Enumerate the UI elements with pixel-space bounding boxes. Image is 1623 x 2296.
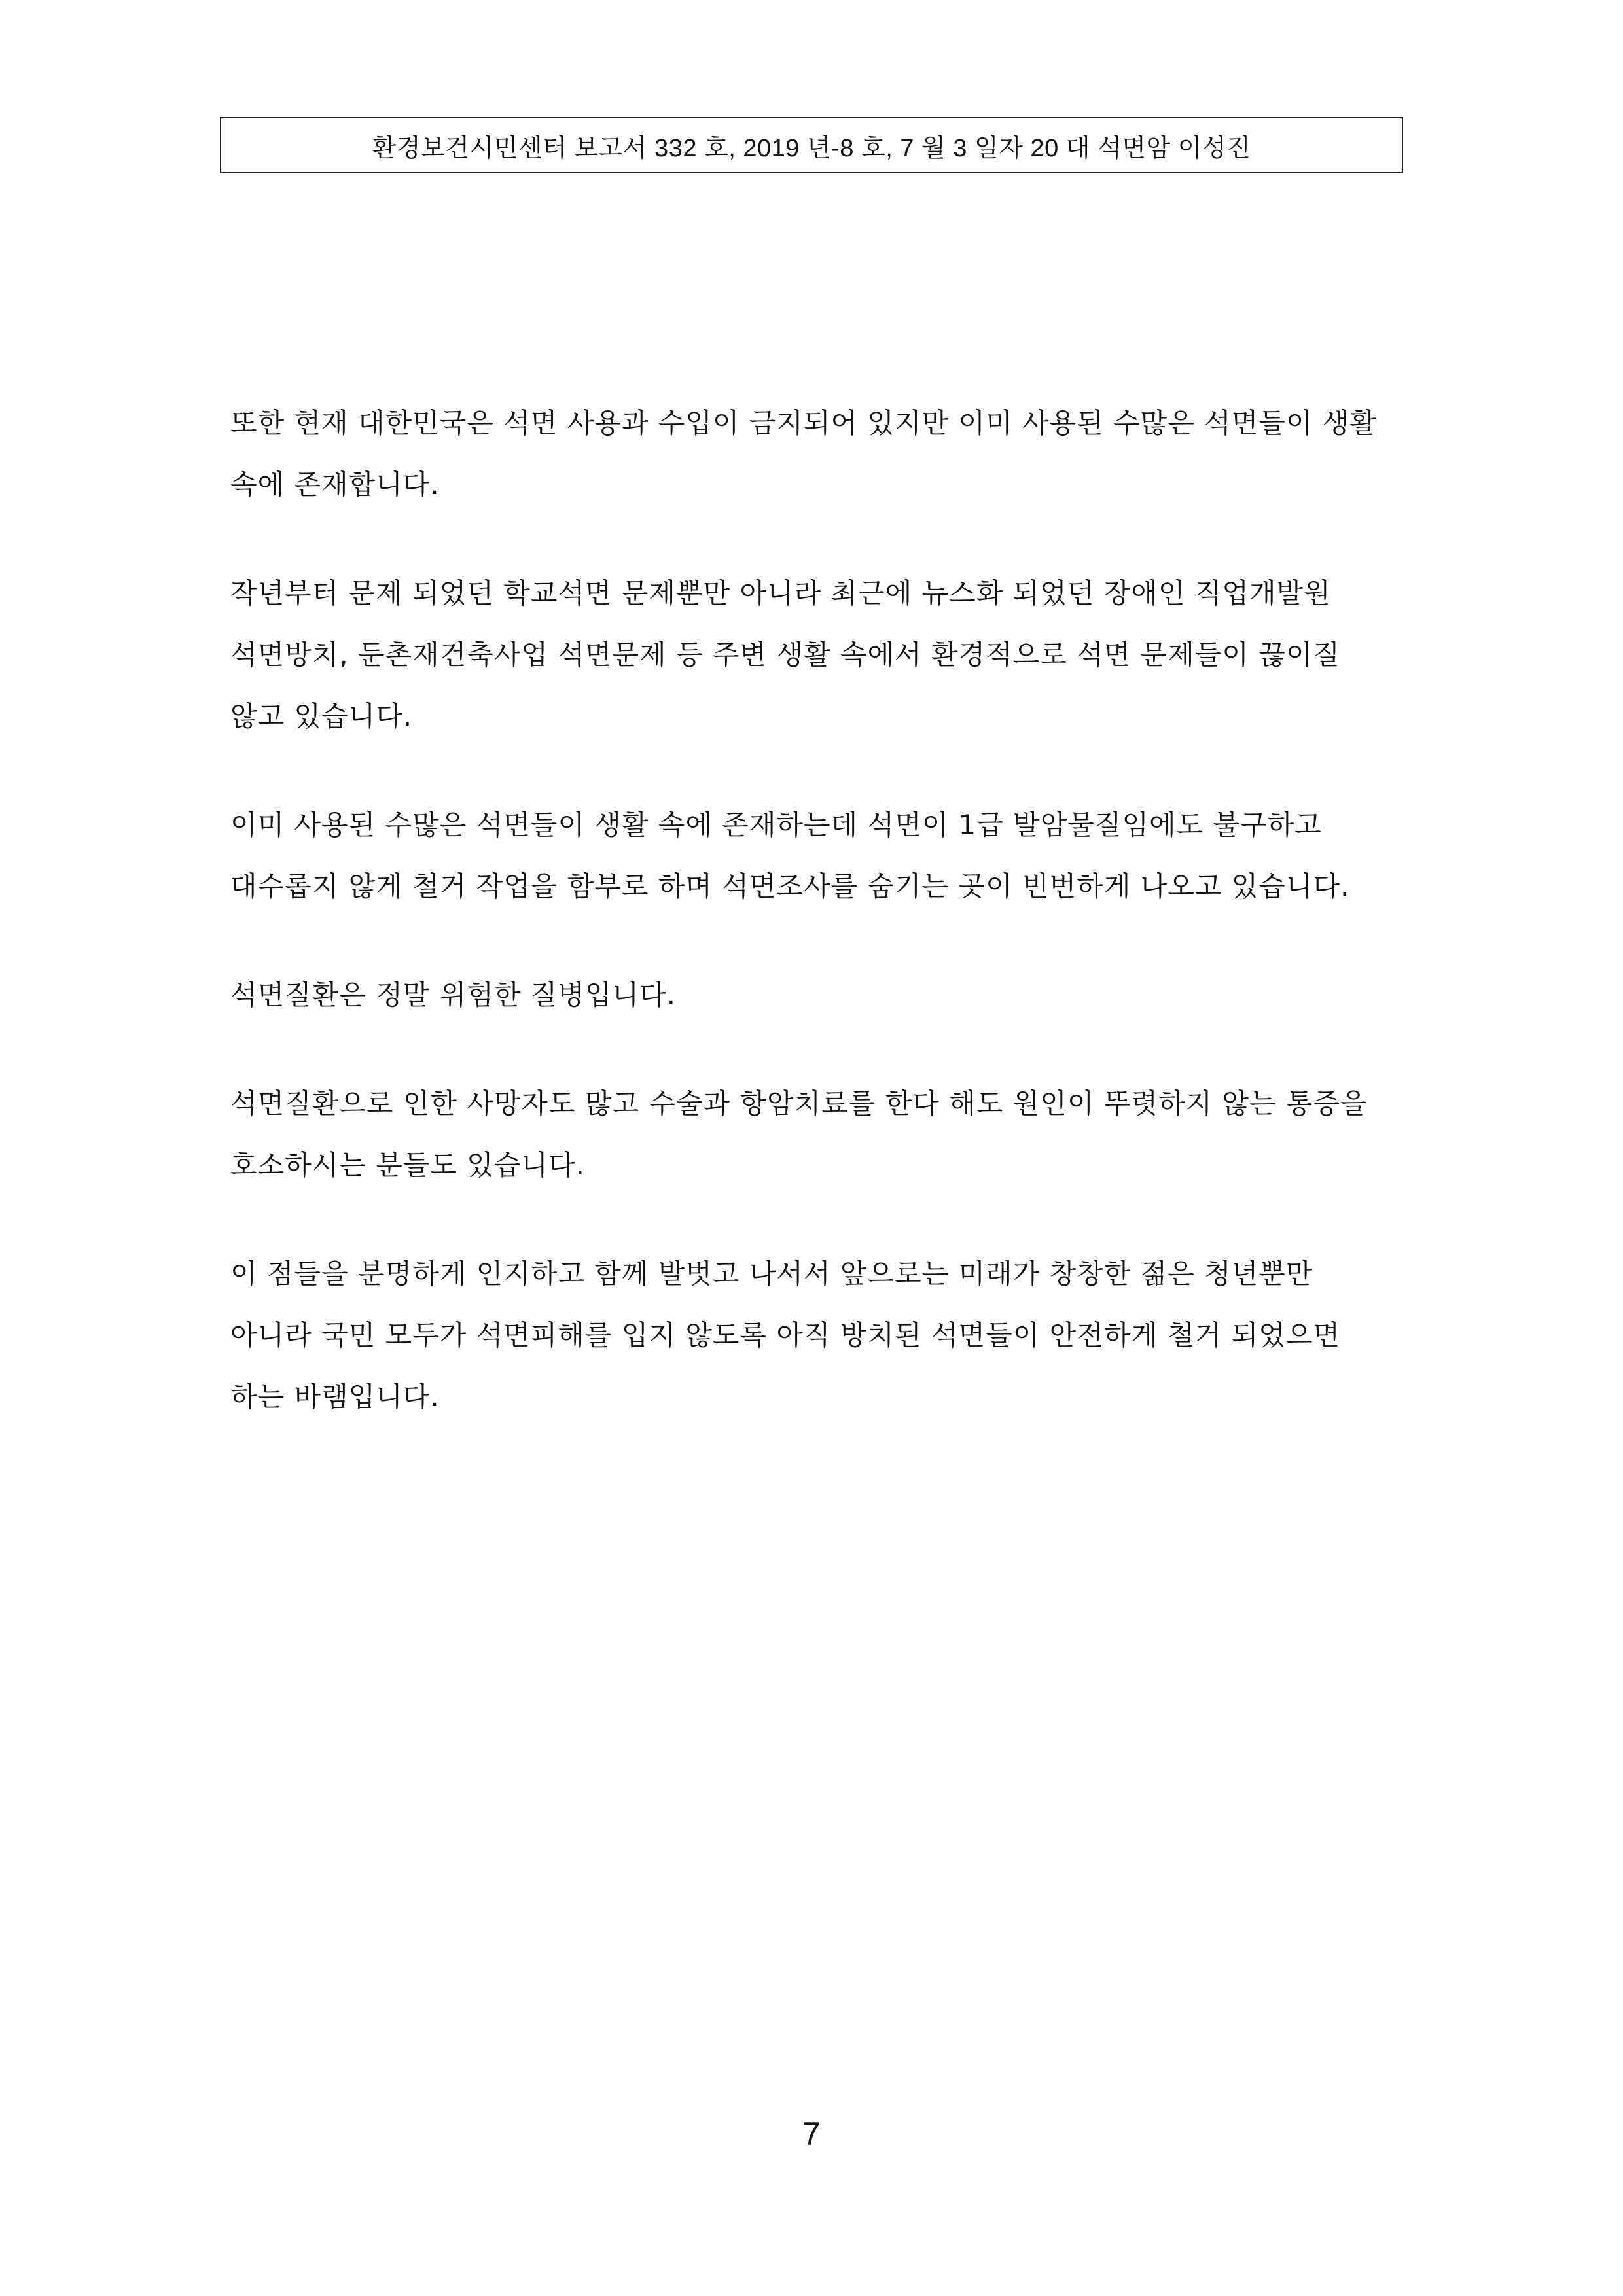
paragraph bbox=[230, 393, 1402, 516]
paragraph-line: 속에 존재합니다. bbox=[230, 468, 440, 501]
paragraph-line: 이미 사용된 수많은 석면들이 생활 속에 존재하는데 석면이 1급 발암물질임에도 불구하고 bbox=[230, 809, 1322, 841]
paragraph-line: 작년부터 문제 되었던 학교석면 문제뿐만 아니라 최근에 뉴스화 되었던 장애인 직업개발원 bbox=[230, 577, 1331, 609]
page-number: 7 bbox=[802, 2115, 821, 2152]
report-header-box bbox=[220, 117, 1403, 173]
paragraph-line: 석면질환은 정말 위험한 질병입니다. bbox=[230, 979, 676, 1011]
paragraph bbox=[230, 563, 1402, 747]
paragraph-line: 아니라 국민 모두가 석면피해를 입지 않도록 아직 방치된 석면들이 안전하게 철거 되었으면 bbox=[230, 1319, 1341, 1351]
paragraph-line: 하는 바램입니다. bbox=[230, 1381, 440, 1413]
report-header-text: 환경보건시민센터 보고서 332 호, 2019 년-8 호, 7 월 3 일자 20 대 석면암 이성진 bbox=[372, 134, 1251, 162]
paragraph-line: 호소하시는 분들도 있습니다. bbox=[230, 1149, 585, 1181]
paragraph-line: 또한 현재 대한민국은 석면 사용과 수입이 금지되어 있지만 이미 사용된 수많은 석면들이 생활 bbox=[230, 407, 1377, 439]
paragraph-line: 않고 있습니다. bbox=[230, 700, 413, 732]
paragraph-line: 석면질환으로 인한 사망자도 많고 수술과 항암치료를 한다 해도 원인이 뚜렷하지 않는 통증을 bbox=[230, 1087, 1368, 1120]
paragraph bbox=[230, 1073, 1402, 1196]
paragraph bbox=[230, 964, 1402, 1026]
paragraph-line: 대수롭지 않게 철거 작업을 함부로 하며 석면조사를 숨기는 곳이 빈번하게 나오고 있습니다. bbox=[230, 870, 1350, 902]
paragraph-line: 석면방치, 둔촌재건축사업 석면문제 등 주변 생활 속에서 환경적으로 석면 문제들이 끊이질 bbox=[230, 639, 1341, 671]
paragraph bbox=[230, 1243, 1402, 1428]
document-body bbox=[230, 393, 1402, 1475]
paragraph-line: 이 점들을 분명하게 인지하고 함께 발벗고 나서서 앞으로는 미래가 창창한 젊은 청년뿐만 bbox=[230, 1258, 1313, 1290]
paragraph bbox=[230, 794, 1402, 917]
